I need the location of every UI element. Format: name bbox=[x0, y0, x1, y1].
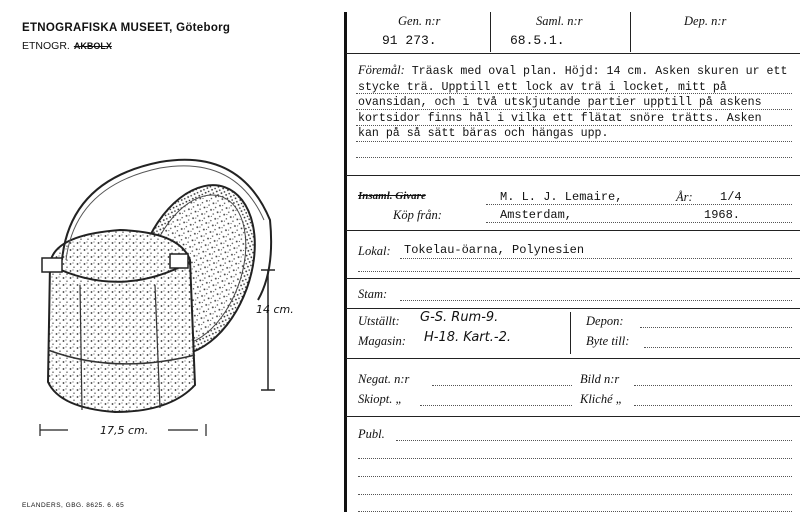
saml-label: Saml. n:r bbox=[536, 14, 583, 28]
bild-label: Bild n:r bbox=[580, 372, 620, 386]
acq-dotted-1 bbox=[486, 204, 792, 205]
insaml-struck-label: Insaml. Givare bbox=[358, 190, 426, 202]
lokal-value: Tokelau-öarna, Polynesien bbox=[404, 243, 585, 257]
stam-label: Stam: bbox=[358, 287, 388, 301]
skiopt-label: Skiopt. „ bbox=[358, 392, 403, 406]
header-separator-2 bbox=[630, 12, 631, 52]
desc-dotted-1 bbox=[356, 93, 792, 94]
header-rule bbox=[346, 53, 800, 54]
etnogr-line bbox=[22, 40, 112, 52]
negat-dotted bbox=[432, 385, 572, 386]
desc-dotted-5 bbox=[356, 157, 792, 158]
byte-label: Byte till: bbox=[586, 334, 630, 348]
publ-dotted-2 bbox=[358, 458, 792, 459]
description-block bbox=[358, 63, 788, 142]
acq-dotted-2 bbox=[486, 222, 792, 223]
magasin-label: Magasin: bbox=[358, 334, 406, 348]
etnogr-struck-text: AKBOLX bbox=[73, 41, 112, 51]
gen-label: Gen. n:r bbox=[398, 14, 441, 28]
printer-imprint: ELANDERS, GBG. 8625. 6. 65 bbox=[22, 502, 125, 509]
stam-rule bbox=[346, 308, 800, 309]
acq-rule bbox=[346, 230, 800, 231]
kop-label: Köp från: bbox=[393, 208, 442, 222]
kop-year: 1968. bbox=[704, 208, 741, 222]
dep-label: Dep. n:r bbox=[684, 14, 727, 28]
desc-dotted-4 bbox=[356, 141, 792, 142]
desc-rule bbox=[346, 175, 800, 176]
description-label: Föremål: bbox=[358, 63, 405, 77]
cliche-dotted bbox=[634, 405, 792, 406]
publ-dotted-3 bbox=[358, 476, 792, 477]
height-annotation: 14 cm. bbox=[256, 303, 294, 316]
lokal-dotted-1 bbox=[400, 258, 792, 259]
width-annotation: 17,5 cm. bbox=[100, 424, 149, 437]
location-rule bbox=[346, 358, 800, 359]
cliche-label: Kliché „ bbox=[580, 392, 623, 406]
negat-rule bbox=[346, 416, 800, 417]
publ-dotted-4 bbox=[358, 494, 792, 495]
header-separator-1 bbox=[490, 12, 491, 52]
description-text: Träask med oval plan. Höjd: 14 cm. Asken skuren ur ett stycke trä. Upptill ett lock av trä i locket, mitt på ovansidan, och i två utskjutande partier upptill på askens kortsidor finns hål i vilka ett flätat snöre trätts. Asken kan på så sätt bäras och hängas upp. bbox=[358, 65, 788, 140]
kop-value: Amsterdam, bbox=[500, 208, 573, 222]
byte-dotted bbox=[644, 347, 792, 348]
magasin-value: H-18. Kart.-2. bbox=[424, 330, 511, 345]
skiopt-dotted bbox=[420, 405, 572, 406]
depon-dotted bbox=[640, 327, 792, 328]
gen-value: 91 273. bbox=[382, 33, 437, 48]
publ-label: Publ. bbox=[358, 427, 385, 441]
utstallt-value: G-S. Rum-9. bbox=[420, 310, 499, 325]
lokal-label: Lokal: bbox=[358, 244, 391, 258]
stam-dotted bbox=[400, 300, 792, 301]
card-divider bbox=[344, 12, 347, 512]
lokal-dotted-2 bbox=[358, 271, 792, 272]
desc-dotted-3 bbox=[356, 125, 792, 126]
saml-value: 68.5.1. bbox=[510, 33, 565, 48]
year-label: År: bbox=[676, 190, 693, 204]
negat-label: Negat. n:r bbox=[358, 372, 410, 386]
bild-dotted bbox=[634, 385, 792, 386]
location-separator bbox=[570, 312, 571, 354]
depon-label: Depon: bbox=[586, 314, 624, 328]
publ-dotted-5 bbox=[358, 511, 792, 512]
lokal-rule bbox=[346, 278, 800, 279]
utstallt-label: Utställt: bbox=[358, 314, 400, 328]
museum-name: ETNOGRAFISKA MUSEET, Göteborg bbox=[22, 22, 231, 34]
year-value: 1/4 bbox=[720, 190, 742, 204]
etnogr-label: ETNOGR. bbox=[22, 40, 70, 52]
publ-dotted-1 bbox=[396, 440, 792, 441]
desc-dotted-2 bbox=[356, 109, 792, 110]
giver-value: M. L. J. Lemaire, bbox=[500, 190, 623, 204]
basket-drawing bbox=[20, 150, 320, 450]
